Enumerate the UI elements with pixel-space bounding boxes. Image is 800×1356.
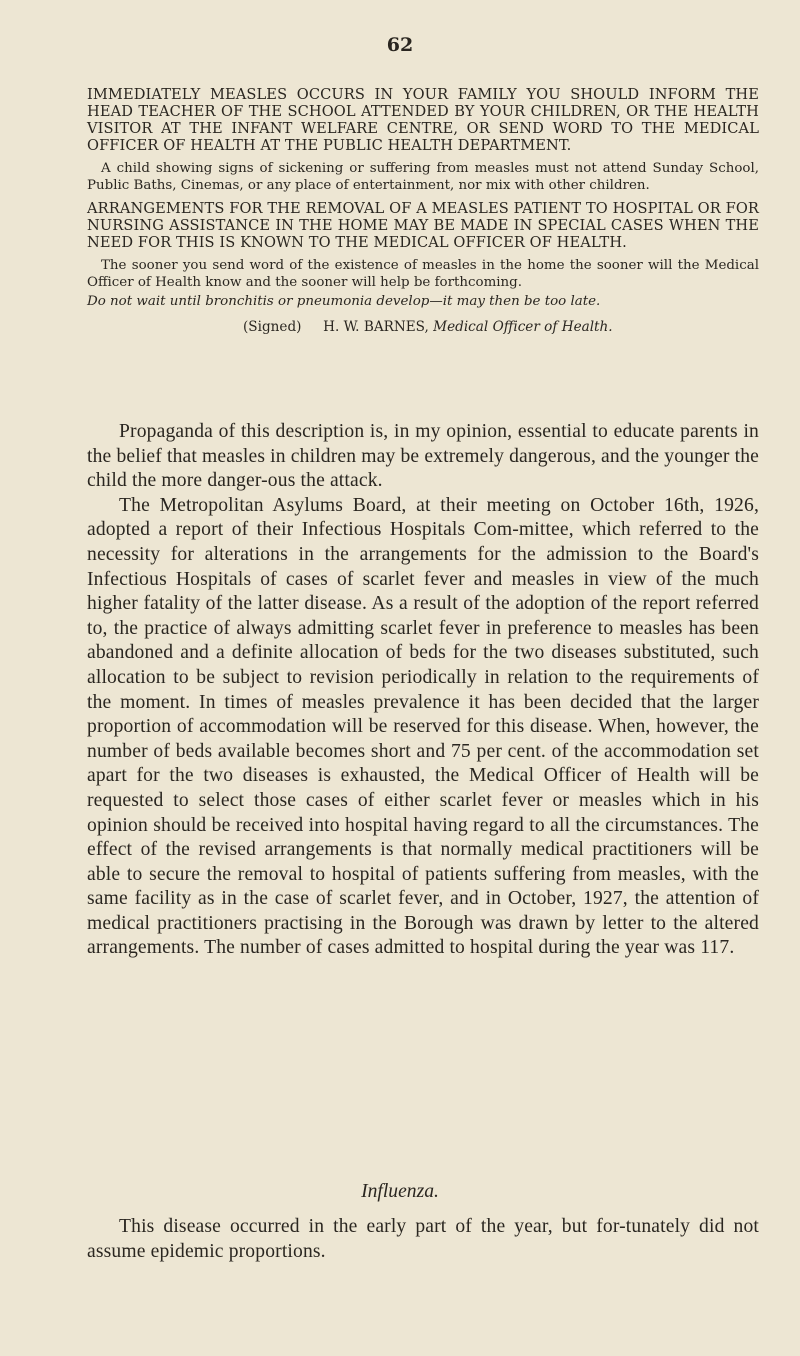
notice-paragraph-inform: IMMEDIATELY MEASLES OCCURS IN YOUR FAMILY YOU SHOULD INFORM THE HEAD TEACHER OF THE SCHOOL ATTENDED BY YOUR CHILDREN, OR THE HEALTH VISITOR AT THE INFANT WELFARE CENTRE, OR SEND WORD TO THE MEDICAL OFFICER OF HEALTH AT THE PUBLIC HEALTH DEPARTMENT. <box>87 86 759 154</box>
measles-notice <box>87 86 759 336</box>
notice-signature <box>87 318 759 336</box>
body-paragraph-asylums-board: The Metropolitan Asylums Board, at their meeting on October 16th, 1926, adopted a report of their Infectious Hospitals Com-mittee, which referred to the necessity for alterations in the arrangements for the admission to the Board's Infectious Hospitals of cases of scarlet fever and measles in view of the much higher fatality of the latter disease. As a result of the adoption of the report referred to, the practice of always admitting scarlet fever in preference to measles has been abandoned and a definite allocation of beds for the two diseases substituted, such allocation to be subject to revision periodically in relation to the requirements of the moment. In times of measles prevalence it has been decided that the larger proportion of accommodation will be reserved for this disease. When, however, the number of beds available becomes short and 75 per cent. of the accommodation set apart for the two diseases is exhausted, the Medical Officer of Health will be requested to select those cases of either scarlet fever or measles which in his opinion should be received into hospital having regard to all the circumstances. The effect of the revised arrangements is that normally medical practitioners will be able to secure the removal to hospital of patients suffering from measles, with the same facility as in the case of scarlet fever, and in October, 1927, the attention of medical practitioners practising in the Borough was drawn by letter to the altered arrangements. The number of cases admitted to hospital during the year was 117. <box>87 494 759 959</box>
report-body <box>87 420 759 961</box>
notice-paragraph-attendance: A child showing signs of sickening or suffering from measles must not attend Sunday School, Public Baths, Cinemas, or any place of entertainment, nor mix with other children. <box>87 161 759 193</box>
section-heading-influenza: Influenza. <box>361 1181 439 1202</box>
notice-warning: Do not wait until bronchitis or pneumonia develop—it may then be too late. <box>87 294 601 309</box>
signature-name: H. W. BARNES, <box>323 319 429 335</box>
body-paragraph-propaganda: Propaganda of this description is, in my opinion, essential to educate parents in the belief that measles in children may be extremely dangerous, and the younger the child the more danger-ous the attack. <box>87 421 759 492</box>
signature-title: Medical Officer of Health. <box>433 319 613 335</box>
notice-paragraph-sooner: The sooner you send word of the existence of measles in the home the sooner will the Medical Officer of Health know and the sooner will help be forthcoming. <box>87 258 759 290</box>
notice-paragraph-arrangements: ARRANGEMENTS FOR THE REMOVAL OF A MEASLES PATIENT TO HOSPITAL OR FOR NURSING ASSISTANCE IN THE HOME MAY BE MADE IN SPECIAL CASES WHEN THE NEED FOR THIS IS KNOWN TO THE MEDICAL OFFICER OF HEALTH. <box>87 200 759 251</box>
influenza-paragraph: This disease occurred in the early part of the year, but for-tunately did not assume epidemic proportions. <box>87 1216 759 1262</box>
page-number: 62 <box>386 34 414 56</box>
signature-prefix: (Signed) <box>243 319 302 335</box>
